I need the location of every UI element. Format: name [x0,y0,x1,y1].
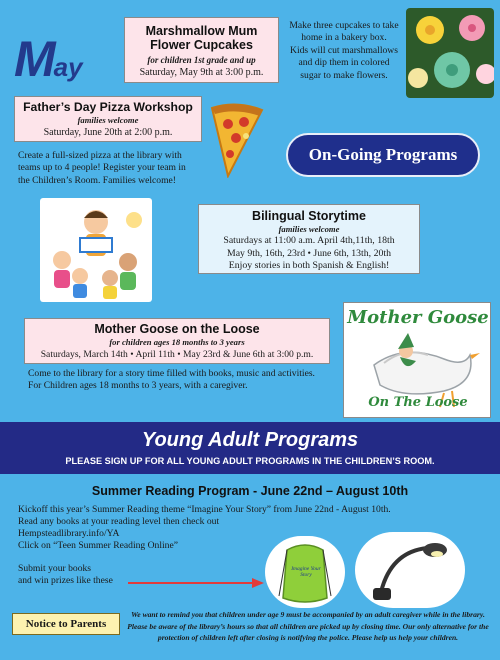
mother-goose-logo-subtitle: On The Loose [368,395,468,410]
on-going-programs-heading: On-Going Programs [286,133,480,177]
bilingual-title: Bilingual Storytime [252,209,366,223]
pizza-when: Saturday, June 20th at 2:00 p.m. [43,127,173,138]
mother-goose-audience: for children ages 18 months to 3 years [109,337,245,347]
mother-goose-when: Saturdays, March 14th • April 11th • May 23rd & June 6th at 3:00 p.m. [40,349,314,360]
mother-goose-logo [343,302,491,418]
mother-goose-description: Come to the library for a story time filled with books, music and activities. For Children ages 18 months to 3 years, with a caregiver. [28,368,315,392]
bag-logo-text: Imagine Your Story [291,566,321,578]
library-url: Hempsteadlibrary.info/YA [18,528,120,539]
marshmallow-when: Saturday, May 9th at 3:00 p.m. [139,67,264,78]
submit-books-text: Submit your books and win prizes like these [18,563,113,586]
mother-goose-title: Mother Goose on the Loose [94,322,260,336]
bilingual-audience: families welcome [278,224,340,234]
pizza-description: Create a full-sized pizza at the library with teams up to 4 people! Register your team in the Children’s Room. Families welcome! [18,150,186,186]
month-heading [14,30,83,88]
marshmallow-event-box [124,17,279,83]
pizza-audience: families welcome [77,115,139,125]
month-initial: M [14,31,54,87]
arrow-icon [126,575,266,585]
bilingual-description: Enjoy stories in both Spanish & English! [228,260,390,271]
mother-goose-logo-title: Mother Goose [347,307,489,328]
marshmallow-audience: for children 1st grade and up [147,55,256,65]
bilingual-dates-line2: May 9th, 16th, 23rd • June 6th, 13th, 20th [227,247,391,259]
bilingual-storytime-box [198,204,420,274]
notice-to-parents-text: We want to remind you that children under age 9 must be accompanied by an adult caregiver while in the library. Please be aware of the library’s hours so that all children are picked up by closing time. Our only alternative for the protection of children left after closing is notifying the police. Please help us help your children. [127,610,489,642]
prize-book-light-image [355,532,465,608]
marshmallow-title-line1: Marshmallow Mum [145,24,258,38]
kids-reading-image [40,198,152,302]
young-adult-title: Young Adult Programs [141,429,359,451]
pizza-title: Father’s Day Pizza Workshop [23,100,193,114]
young-adult-subtitle: PLEASE SIGN UP FOR ALL YOUNG ADULT PROGRAMS IN THE CHILDREN’S ROOM. [65,456,435,466]
pizza-event-box [14,96,202,142]
mother-goose-box [24,318,330,364]
marshmallow-title-line2: Flower Cupcakes [150,38,253,52]
summer-reading-description: Kickoff this year’s Summer Reading theme “Imagine Your Story” from June 22nd - August 10th. Read any books at your reading level then check out Hempsteadlibrary.info/YA Click on “Teen Summer Reading Online” [18,504,478,552]
prize-drawstring-bag-image [265,536,345,608]
summer-reading-title: Summer Reading Program - June 22nd – August 10th [91,484,409,498]
notice-to-parents-label: Notice to Parents [12,613,120,635]
marshmallow-description: Make three cupcakes to take home in a bakery box. Kids will cut marshmallows and dip them in colored sugar to make flowers. [289,20,399,81]
bilingual-dates-line1: Saturdays at 11:00 a.m. April 4th,11th, 18th [223,235,395,246]
young-adult-banner [0,422,500,474]
month-rest: ay [53,52,83,82]
flower-cupcake-image [406,8,494,98]
